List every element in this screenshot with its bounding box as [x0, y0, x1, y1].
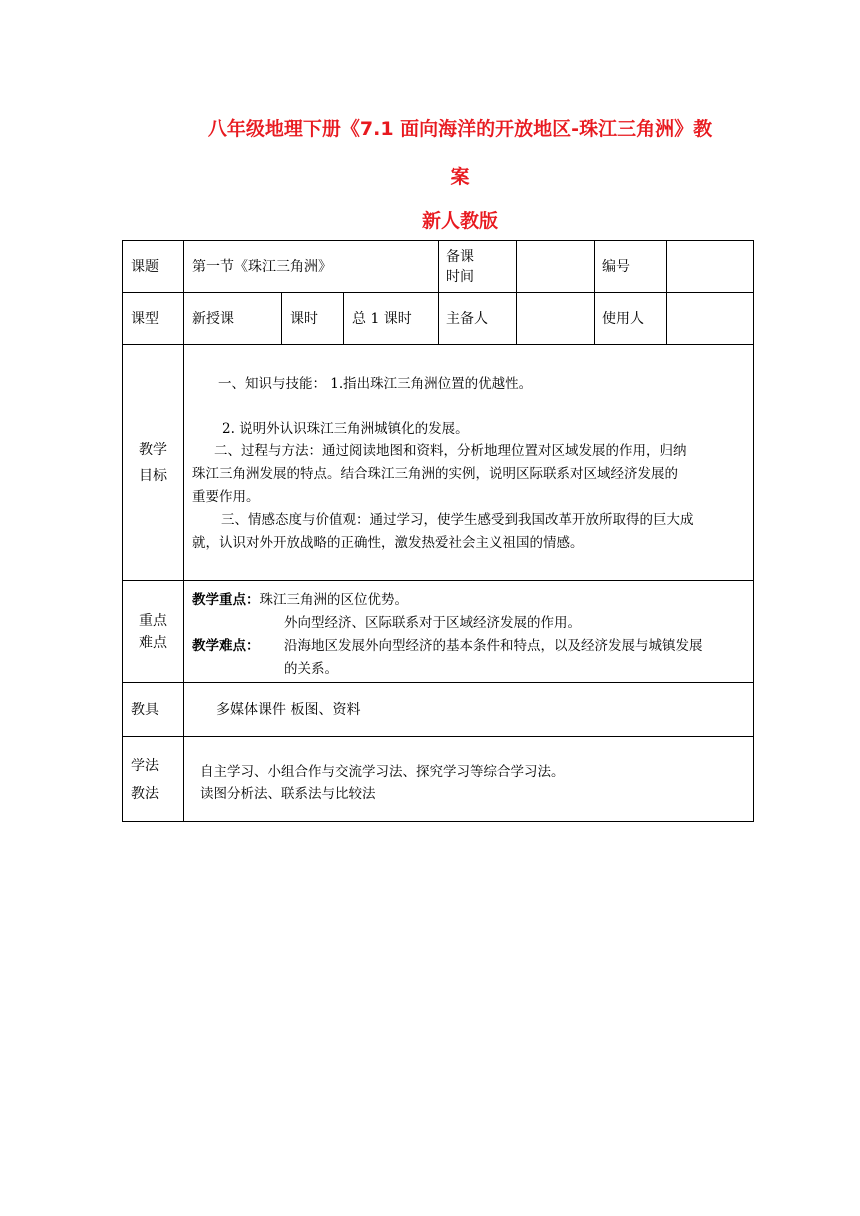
teaching-focus-line2: 外向型经济、区际联系对于区域经济发展的作用。	[284, 615, 581, 631]
teaching-focus-label: 教学重点：	[192, 592, 260, 608]
methods-label-line1: 学法	[131, 758, 159, 774]
topic-label: 课题	[131, 258, 159, 275]
preparer-label: 主备人	[446, 310, 488, 327]
teaching-difficulty-line1: 沿海地区发展外向型经济的基本条件和特点，以及经济发展与城镇发展	[284, 638, 703, 654]
goals-line-3: 二、过程与方法：通过阅读地图和资料，分析地理位置对区域发展的作用，归纳	[214, 443, 687, 459]
teaching-aids-label: 教具	[131, 701, 159, 718]
table-border	[753, 240, 754, 822]
teaching-difficulty-line2: 的关系。	[284, 661, 338, 677]
teaching-focus-line1: 珠江三角洲的区位优势。	[259, 592, 408, 608]
table-divider	[438, 240, 439, 292]
methods-label	[131, 752, 159, 808]
goals-line-7: 就，认识对外开放战略的正确性，激发热爱社会主义祖国的情感。	[192, 535, 584, 551]
methods-line-2: 读图分析法、联系法与比较法	[200, 786, 376, 802]
hours-value: 总 1 课时	[352, 310, 412, 327]
table-divider	[122, 344, 754, 345]
hours-label: 课时	[290, 310, 318, 327]
table-divider	[594, 240, 595, 344]
lesson-type-label: 课型	[131, 310, 159, 327]
goals-line-1: 一、知识与技能： 1.指出珠江三角洲位置的优越性。	[218, 376, 533, 392]
key-points-label	[123, 581, 183, 682]
prep-time-label-line2: 时间	[446, 268, 474, 285]
topic-value: 第一节《珠江三角洲》	[192, 258, 332, 275]
goals-line-4: 珠江三角洲发展的特点。结合珠江三角洲的实例，说明区际联系对区域经济发展的	[192, 466, 678, 482]
key-points-label-line1: 重点	[139, 612, 167, 629]
teaching-difficulty	[192, 635, 260, 658]
teaching-focus	[192, 589, 408, 612]
table-divider	[122, 580, 754, 581]
table-divider	[281, 292, 282, 344]
user-label: 使用人	[602, 310, 644, 327]
goals-label	[123, 345, 183, 580]
goals-line-5: 重要作用。	[192, 489, 260, 505]
table-divider	[438, 292, 439, 344]
teaching-difficulty-label: 教学难点：	[192, 638, 260, 654]
table-divider	[343, 292, 344, 344]
table-border	[122, 821, 754, 822]
goals-label-line1: 教学	[139, 441, 167, 458]
document-title: 八年级地理下册《7.1 面向海洋的开放地区-珠江三角洲》教	[207, 118, 713, 140]
table-divider	[183, 240, 184, 822]
prep-time-label-line1: 备课	[446, 248, 474, 265]
document-title-continued: 案	[450, 166, 470, 188]
methods-line-1: 自主学习、小组合作与交流学习法、探究学习等综合学习法。	[200, 764, 565, 780]
number-label: 编号	[602, 258, 630, 275]
teaching-aids-value: 多媒体课件 板图、资料	[216, 701, 361, 718]
lesson-type-value: 新授课	[192, 310, 234, 327]
document-subtitle: 新人教版	[421, 210, 498, 232]
table-divider	[122, 736, 754, 737]
table-divider	[516, 240, 517, 344]
goals-line-6: 三、情感态度与价值观：通过学习，使学生感受到我国改革开放所取得的巨大成	[221, 512, 694, 528]
goals-line-2: 2. 说明外认识珠江三角洲城镇化的发展。	[222, 421, 469, 437]
table-divider	[666, 240, 667, 344]
goals-label-line2: 目标	[139, 467, 167, 484]
key-points-label-line2: 难点	[139, 634, 167, 651]
prep-time-label	[446, 241, 474, 292]
methods-label-line2: 教法	[131, 786, 159, 802]
